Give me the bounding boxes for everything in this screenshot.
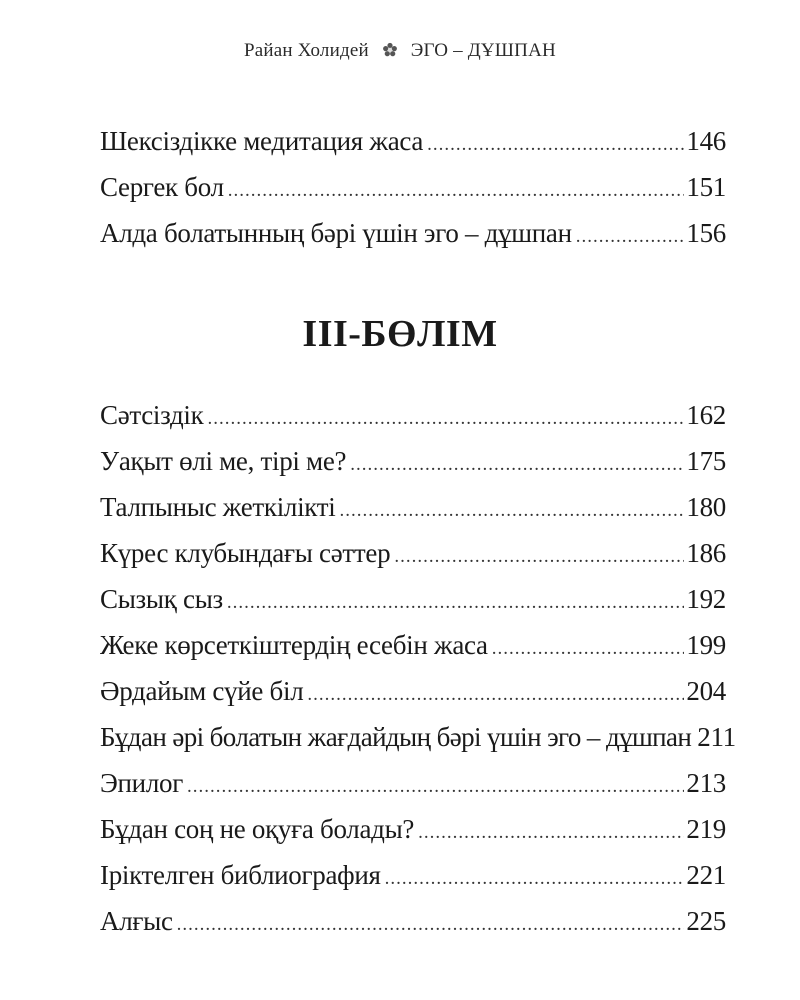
part-heading: III-БӨЛІМ	[302, 313, 498, 355]
toc-entry-title: Сәтсіздік	[100, 400, 204, 430]
toc-entry-page: 225	[686, 906, 726, 936]
toc-entry-page: 156	[686, 218, 726, 248]
toc-entry-title: Әрдайым сүйе біл	[100, 676, 304, 706]
toc-entry[interactable]	[100, 760, 726, 806]
toc-entry-page: 219	[686, 814, 726, 844]
toc-entry[interactable]	[100, 484, 726, 530]
author-name: Райан Холидей	[244, 40, 369, 61]
toc-entry[interactable]	[100, 210, 726, 256]
toc-entry-title: Алда болатынның бәрі үшін эго – дұшпан	[100, 218, 572, 248]
toc-dot-leader	[227, 580, 684, 626]
toc-entry-page: 151	[686, 172, 726, 202]
flower-ornament-icon	[382, 42, 398, 58]
toc-entry[interactable]	[100, 576, 726, 622]
toc-entry-title: Алғыс	[100, 906, 173, 936]
toc-entry-page: 180	[686, 492, 726, 522]
toc-entry-title: Бұдан соң не оқуға болады?	[100, 814, 415, 844]
toc-section-top	[100, 118, 726, 256]
toc-dot-leader	[228, 168, 685, 214]
toc-entry-page: 175	[686, 446, 726, 476]
toc-entry-title: Уақыт өлі ме, тірі ме?	[100, 446, 347, 476]
toc-entry[interactable]	[100, 668, 726, 714]
toc-entry[interactable]	[100, 806, 726, 852]
toc-dot-leader	[492, 626, 685, 672]
toc-entry-page: 204	[686, 676, 726, 706]
toc-entry-page: 162	[686, 400, 726, 430]
toc-entry-page: 186	[686, 538, 726, 568]
toc-entry-title: Бұдан әрі болатын жағдайдың бәрі үшін эго – дұшпан	[100, 722, 692, 752]
toc-dot-leader	[576, 214, 685, 260]
toc-dot-leader	[394, 534, 684, 580]
toc-entry[interactable]	[100, 714, 736, 760]
toc-entry-title: Талпыныс жеткілікті	[100, 492, 336, 522]
toc-entry-title: Сызық сыз	[100, 584, 223, 614]
toc-entry-title: Күрес клубындағы сәттер	[100, 538, 391, 568]
toc-entry-page: 213	[686, 768, 726, 798]
toc-entry[interactable]	[100, 530, 726, 576]
toc-dot-leader	[418, 810, 684, 856]
toc-entry[interactable]	[100, 118, 726, 164]
toc-entry[interactable]	[100, 622, 726, 668]
toc-entry-title: Жеке көрсеткіштердің есебін жаса	[100, 630, 488, 660]
toc-entry[interactable]	[100, 852, 726, 898]
toc-entry[interactable]	[100, 438, 726, 484]
toc-entry[interactable]	[100, 164, 726, 210]
toc-dot-leader	[427, 122, 684, 168]
toc-dot-leader	[187, 764, 684, 810]
toc-entry[interactable]	[100, 898, 726, 944]
toc-entry-page: 199	[686, 630, 726, 660]
toc-entry[interactable]	[100, 392, 726, 438]
toc-dot-leader	[385, 856, 685, 902]
toc-entry-title: Сергек бол	[100, 172, 224, 202]
toc-entry-page: 211	[697, 722, 736, 752]
toc-entry-title: Шексіздікке медитация жаса	[100, 126, 424, 156]
book-title: ЭГО – ДҰШПАН	[410, 40, 556, 61]
toc-entry-page: 192	[686, 584, 726, 614]
toc-dot-leader	[350, 442, 684, 488]
toc-dot-leader	[177, 902, 685, 948]
toc-entry-title: Іріктелген библиография	[100, 860, 381, 890]
toc-entry-title: Эпилог	[100, 768, 183, 798]
toc-dot-leader	[307, 672, 684, 718]
toc-dot-leader	[207, 396, 684, 442]
running-header	[0, 40, 800, 62]
toc-entry-page: 221	[686, 860, 726, 890]
toc-entry-page: 146	[686, 126, 726, 156]
toc-dot-leader	[339, 488, 684, 534]
toc-section-bottom	[100, 392, 736, 944]
